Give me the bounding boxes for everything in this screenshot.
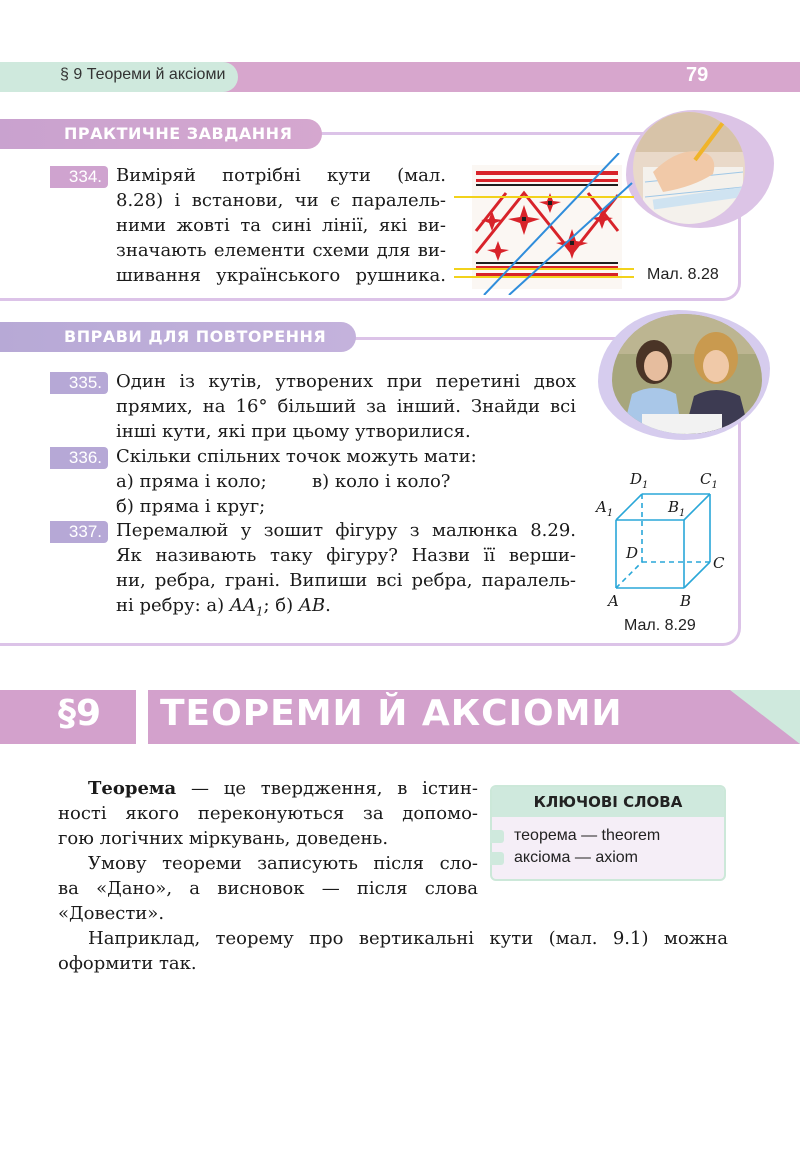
theorem-structure-paragraph [58, 851, 478, 926]
paragraph-text: — це твердження, в істин- [176, 778, 478, 799]
task-335-line: прямих, на 16° більший за інший. Знайди всі [116, 396, 576, 417]
vertex-label-c1-sub: 1 [711, 480, 718, 491]
cube-edge [684, 562, 710, 588]
task-number-334: 334. [50, 166, 108, 188]
task-337-text [116, 518, 576, 625]
key-word-item: аксіома — axiom [514, 849, 638, 866]
running-header-title: § 9 Теореми й аксіоми [60, 66, 226, 83]
task-337-last-line [116, 593, 576, 625]
svg-text:A1 [594, 498, 613, 519]
page-number: 79 [686, 64, 709, 86]
task-334-line: ними жовті та сині лінії, які ви- [116, 215, 446, 236]
paragraph-line: ва «Дано», а висновок — після слова [58, 878, 478, 899]
task-number-337: 337. [50, 521, 108, 543]
key-word-item: теорема — theorem [514, 827, 661, 844]
paragraph-line [58, 776, 478, 801]
key-word-marker [490, 830, 504, 843]
vertex-label-c1: C [700, 470, 712, 488]
vertex-label-a: A [608, 592, 619, 610]
task-number-336: 336. [50, 447, 108, 469]
edge-aa1-label [229, 595, 264, 619]
svg-text:D1 [629, 470, 648, 491]
svg-text:B1 [667, 498, 685, 519]
practical-task-banner: ПРАКТИЧНЕ ЗАВДАННЯ [0, 119, 322, 149]
paragraph-line: оформити так. [58, 953, 197, 974]
vertex-label-a1-sub: 1 [606, 508, 614, 519]
review-exercises-banner: ВПРАВИ ДЛЯ ПОВТОРЕННЯ [0, 322, 356, 352]
figure-caption-8-29: Мал. 8.29 [624, 617, 696, 634]
vertex-label-b1: B [668, 498, 680, 516]
theorem-definition-paragraph [58, 776, 478, 851]
example-paragraph [58, 926, 728, 976]
writing-hand-photo [633, 112, 745, 224]
task-334-line: шивання українського рушника. [116, 265, 446, 286]
key-word-marker [490, 852, 504, 865]
task-334-line: Виміряй потрібні кути (мал. [116, 165, 446, 186]
task-335-line: Один із кутів, утворених при перетині двох [116, 371, 576, 392]
task-336-option-a: а) пряма і коло; [116, 471, 267, 492]
term-theorem: Теорема [88, 778, 177, 799]
task-334-text [116, 163, 446, 288]
paragraph-line: Наприклад, теорему про вертикальні кути (мал. 9.1) можна [88, 928, 728, 949]
task-337-line: Як називають таку фігуру? Назви її верши- [116, 545, 576, 566]
edge-aa1-main: AA [229, 595, 256, 616]
task-335-line: інші кути, які при цьому утворилися. [116, 421, 471, 442]
cube-edge [684, 494, 710, 520]
key-words-title: КЛЮЧОВІ СЛОВА [492, 787, 724, 817]
cube-edge [616, 494, 642, 520]
task-336-options-row [116, 469, 576, 494]
task-337-text-part: ні ребру: а) [116, 595, 230, 616]
cube-figure [592, 466, 732, 616]
paragraph-line: ності якого переконуються за допомо- [58, 803, 478, 824]
task-337-line: ни, ребра, грані. Випиши всі ребра, паралель- [116, 570, 576, 591]
paragraph-line: «Довести». [58, 903, 165, 924]
embroidery-pattern-figure [454, 153, 634, 295]
task-337-line: Перемалюй у зошит фігуру з малюнка 8.29. [116, 520, 576, 541]
cube-hidden-edge [616, 562, 642, 588]
vertex-label-b1-sub: 1 [679, 508, 686, 519]
task-337-text-part: . [325, 595, 331, 616]
paragraph-line: гою логічних міркувань, доведень. [58, 828, 389, 849]
task-336-question: Скільки спільних точок можуть мати: [116, 446, 477, 467]
task-336-option-c: б) пряма і круг; [116, 496, 266, 517]
vertex-label-a1: A [596, 498, 607, 516]
vertex-label-b: B [680, 592, 692, 610]
task-336-text [116, 444, 576, 519]
task-336-option-b: в) коло і коло? [312, 471, 451, 492]
figure-caption-8-28: Мал. 8.28 [647, 266, 719, 283]
vertex-label-d: D [626, 544, 639, 562]
vertex-label-d1: D [630, 470, 643, 488]
paragraph-line: Умову теореми записують після сло- [88, 853, 478, 874]
edge-ab-label: AB [298, 595, 326, 616]
task-334-line: значають елементи схеми для ви- [116, 240, 446, 261]
task-number-335: 335. [50, 372, 108, 394]
task-334-line: 8.28) і встанови, чи є паралель- [116, 190, 446, 211]
edge-aa1-subscript: 1 [255, 604, 264, 619]
section-heading-divider [136, 690, 148, 744]
vertex-label-c: C [713, 554, 725, 572]
section-title: ТЕОРЕМИ Й АКСІОМИ [160, 693, 623, 734]
task-335-text [116, 369, 576, 444]
task-337-text-part: ; б) [263, 595, 299, 616]
svg-text:C1 [700, 470, 718, 491]
section-number: §9 [58, 693, 102, 734]
vertex-label-d1-sub: 1 [642, 480, 649, 491]
